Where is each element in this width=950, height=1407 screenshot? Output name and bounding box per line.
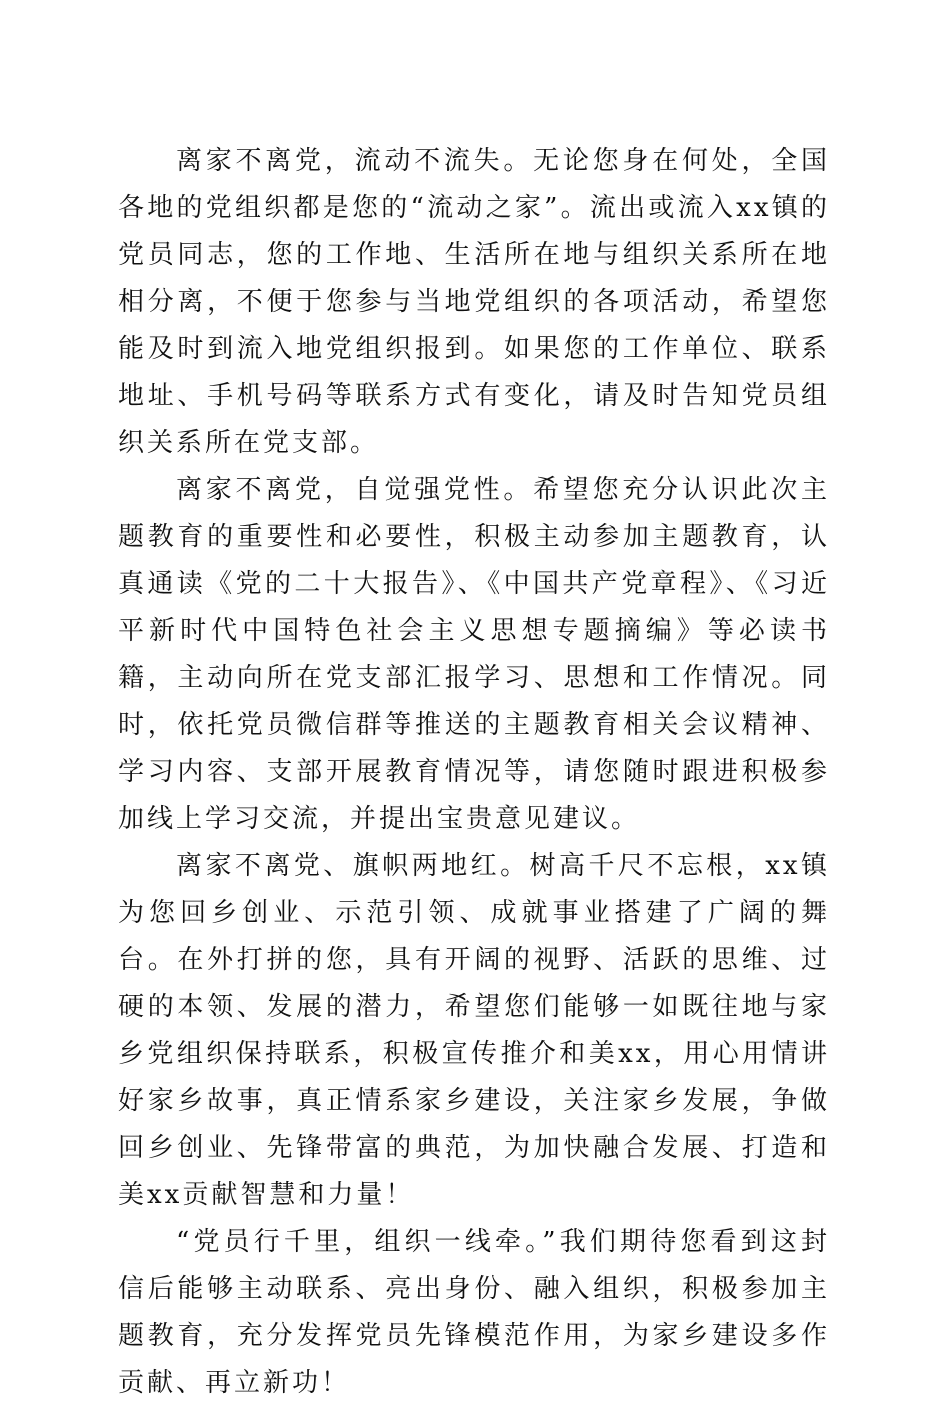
paragraph-1: 离家不离党，流动不流失。无论您身在何处，全国各地的党组织都是您的“流动之家”。流出或流入xx镇的党员同志，您的工作地、生活所在地与组织关系所在地相分离，不便于您参与当地党组织的各项活动，希望您能及时到流入地党组织报到。如果您的工作单位、联系地址、手机号码等联系方式有变化，请及时告知党员组织关系所在党支部。 [118,146,830,458]
paragraph-3: 离家不离党、旗帜两地红。树高千尺不忘根，xx镇为您回乡创业、示范引领、成就事业搭建了广阔的舞台。在外打拼的您，具有开阔的视野、活跃的思维、过硬的本领、发展的潜力，希望您们能够一如既往地与家乡党组织保持联系，积极宣传推介和美xx，用心用情讲好家乡故事，真正情系家乡建设，关注家乡发展，争做回乡创业、先锋带富的典范，为加快融合发展、打造和美xx贡献智慧和力量！ [118,851,830,1210]
paragraph-4: “党员行千里，组织一线牵。”我们期待您看到这封信后能够主动联系、亮出身份、融入组织，积极参加主题教育，充分发挥党员先锋模范作用，为家乡建设多作贡献、再立新功！ [118,1227,830,1398]
paragraph-2: 离家不离党，自觉强党性。希望您充分认识此次主题教育的重要性和必要性，积极主动参加主题教育，认真通读《党的二十大报告》、《中国共产党章程》、《习近平新时代中国特色社会主义思想专题摘编》等必读书籍，主动向所在党支部汇报学习、思想和工作情况。同时，依托党员微信群等推送的主题教育相关会议精神、学习内容、支部开展教育情况等，请您随时跟进积极参加线上学习交流，并提出宝贵意见建议。 [118,475,830,834]
letter-body [118,138,830,1407]
